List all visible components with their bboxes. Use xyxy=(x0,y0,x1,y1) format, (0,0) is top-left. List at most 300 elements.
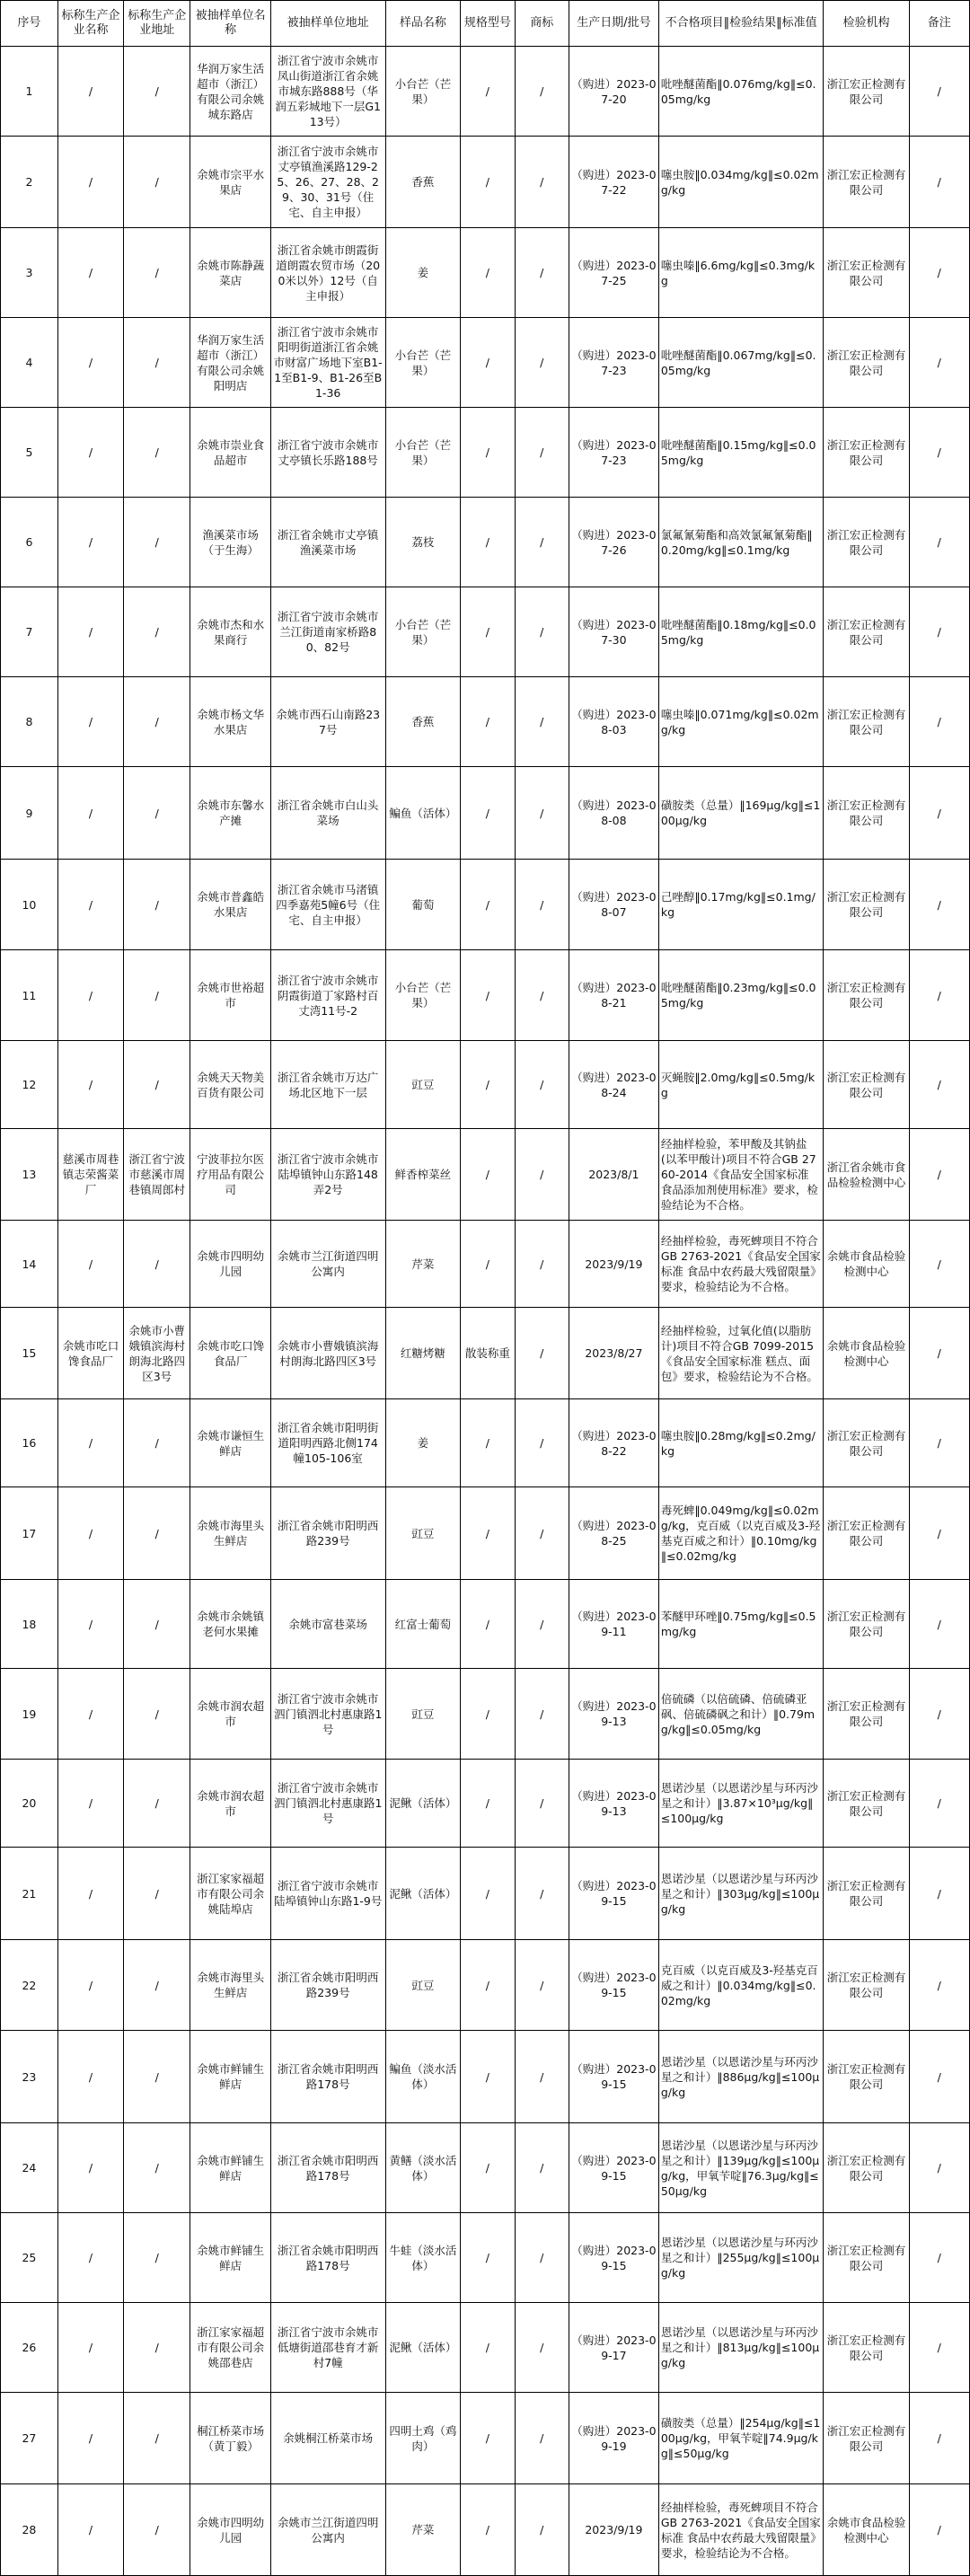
table-row xyxy=(1,1940,970,2031)
cell-lab: 余姚市食品检验检测中心 xyxy=(824,2484,909,2576)
cell-no: 26 xyxy=(1,2303,58,2393)
cell-manufacturer-address: / xyxy=(124,2031,190,2123)
cell-note: / xyxy=(909,1129,969,1221)
cell-lab: 浙江宏正检测有限公司 xyxy=(824,318,909,408)
cell-note: / xyxy=(909,860,969,950)
cell-sampled-unit: 浙江家家福超市有限公司余姚陆埠店 xyxy=(190,1848,270,1940)
cell-brand: / xyxy=(515,2031,569,2123)
cell-manufacturer: / xyxy=(57,498,123,587)
cell-lab: 浙江宏正检测有限公司 xyxy=(824,860,909,950)
cell-sample-name: 红富士葡萄 xyxy=(385,1580,461,1669)
cell-sampled-unit: 桐江桥菜市场（黄丁毅） xyxy=(190,2393,270,2484)
header-brand: 商标 xyxy=(515,1,569,47)
cell-manufacturer-address: / xyxy=(124,1760,190,1848)
cell-sampled-unit: 余姚市崇业食品超市 xyxy=(190,408,270,498)
cell-sample-name: 姜 xyxy=(385,1399,461,1487)
cell-brand: / xyxy=(515,2303,569,2393)
cell-no: 1 xyxy=(1,47,58,137)
cell-manufacturer-address: / xyxy=(124,2393,190,2484)
cell-sample-name: 豇豆 xyxy=(385,1669,461,1760)
cell-lab: 浙江宏正检测有限公司 xyxy=(824,950,909,1041)
cell-sample-name: 小台芒（芒果） xyxy=(385,408,461,498)
cell-brand: / xyxy=(515,2484,569,2576)
cell-lab: 浙江宏正检测有限公司 xyxy=(824,1760,909,1848)
cell-spec: / xyxy=(461,2213,515,2303)
cell-manufacturer: / xyxy=(57,1848,123,1940)
cell-brand: / xyxy=(515,1487,569,1580)
cell-manufacturer-address: 浙江省宁波市慈溪市周巷镇周郎村 xyxy=(124,1129,190,1221)
cell-manufacturer-address: / xyxy=(124,498,190,587)
cell-sample-name: 葡萄 xyxy=(385,860,461,950)
table-row xyxy=(1,1848,970,1940)
cell-spec: / xyxy=(461,950,515,1041)
cell-spec: / xyxy=(461,767,515,860)
cell-manufacturer-address: / xyxy=(124,47,190,137)
cell-note: / xyxy=(909,1221,969,1308)
table-row xyxy=(1,2031,970,2123)
cell-manufacturer: / xyxy=(57,2031,123,2123)
header-note: 备注 xyxy=(909,1,969,47)
table-row xyxy=(1,1669,970,1760)
cell-date: 2023/8/1 xyxy=(569,1129,658,1221)
cell-sampled-unit: 余姚市普鑫皓水果店 xyxy=(190,860,270,950)
cell-spec: / xyxy=(461,1940,515,2031)
cell-no: 27 xyxy=(1,2393,58,2484)
cell-sampled-unit-address: 浙江省余姚市阳明西路239号 xyxy=(270,1940,385,2031)
header-spec: 规格型号 xyxy=(461,1,515,47)
cell-sampled-unit: 余姚市杰和水果商行 xyxy=(190,587,270,677)
cell-sampled-unit-address: 浙江省宁波市余姚市泗门镇泗北村惠康路1号 xyxy=(270,1760,385,1848)
cell-sample-name: 红糖烤糖 xyxy=(385,1308,461,1399)
cell-manufacturer-address: / xyxy=(124,860,190,950)
table-row xyxy=(1,498,970,587)
cell-no: 6 xyxy=(1,498,58,587)
cell-spec: / xyxy=(461,1129,515,1221)
cell-brand: / xyxy=(515,2123,569,2213)
cell-manufacturer-address: / xyxy=(124,767,190,860)
cell-result: 吡唑醚菌酯‖0.076mg/kg‖≤0.05mg/kg xyxy=(658,47,824,137)
cell-sampled-unit: 余姚市四明幼儿园 xyxy=(190,2484,270,2576)
cell-manufacturer: / xyxy=(57,408,123,498)
cell-manufacturer: / xyxy=(57,2484,123,2576)
cell-manufacturer: / xyxy=(57,587,123,677)
cell-result: 噻虫胺‖0.034mg/kg‖≤0.02mg/kg xyxy=(658,137,824,228)
cell-manufacturer: / xyxy=(57,318,123,408)
cell-date: 2023/9/19 xyxy=(569,1221,658,1308)
cell-date: （购进）2023-07-25 xyxy=(569,228,658,318)
cell-brand: / xyxy=(515,1041,569,1129)
cell-spec: / xyxy=(461,1221,515,1308)
cell-sampled-unit-address: 浙江省宁波市余姚市泗门镇泗北村惠康路1号 xyxy=(270,1669,385,1760)
cell-spec: / xyxy=(461,2303,515,2393)
cell-sampled-unit-address: 浙江省宁波市余姚市陆埠镇钟山东路1-9号 xyxy=(270,1848,385,1940)
cell-sampled-unit: 余姚市东馨水产摊 xyxy=(190,767,270,860)
cell-sampled-unit-address: 浙江省宁波市余姚市阴霞街道丁家路村百丈湾11号-2 xyxy=(270,950,385,1041)
cell-sample-name: 鳊鱼（活体） xyxy=(385,767,461,860)
cell-lab: 浙江宏正检测有限公司 xyxy=(824,1580,909,1669)
cell-note: / xyxy=(909,2303,969,2393)
cell-result: 倍硫磷（以倍硫磷、倍硫磷亚砜、倍硫磷砜之和计）‖0.79mg/kg‖≤0.05mg/kg xyxy=(658,1669,824,1760)
cell-spec: 散装称重 xyxy=(461,1308,515,1399)
cell-date: （购进）2023-09-11 xyxy=(569,1580,658,1669)
cell-sampled-unit-address: 余姚市兰江街道四明公寓内 xyxy=(270,2484,385,2576)
cell-lab: 浙江宏正检测有限公司 xyxy=(824,1041,909,1129)
cell-result: 噻虫胺‖0.28mg/kg‖≤0.2mg/kg xyxy=(658,1399,824,1487)
cell-no: 18 xyxy=(1,1580,58,1669)
cell-no: 13 xyxy=(1,1129,58,1221)
cell-note: / xyxy=(909,498,969,587)
cell-brand: / xyxy=(515,228,569,318)
cell-result: 噻虫嗪‖6.6mg/kg‖≤0.3mg/kg xyxy=(658,228,824,318)
cell-manufacturer: / xyxy=(57,2213,123,2303)
cell-sampled-unit: 余姚市鲜铺生鲜店 xyxy=(190,2031,270,2123)
cell-note: / xyxy=(909,318,969,408)
cell-sampled-unit: 余姚市杨文华水果店 xyxy=(190,677,270,767)
table-row xyxy=(1,2303,970,2393)
cell-date: （购进）2023-08-22 xyxy=(569,1399,658,1487)
cell-no: 10 xyxy=(1,860,58,950)
cell-result: 氯氟氰菊酯和高效氯氟氰菊酯‖0.20mg/kg‖≤0.1mg/kg xyxy=(658,498,824,587)
cell-brand: / xyxy=(515,677,569,767)
cell-sampled-unit-address: 余姚市富巷菜场 xyxy=(270,1580,385,1669)
cell-no: 9 xyxy=(1,767,58,860)
cell-lab: 浙江宏正检测有限公司 xyxy=(824,1940,909,2031)
cell-manufacturer: / xyxy=(57,950,123,1041)
cell-manufacturer: / xyxy=(57,1487,123,1580)
table-row xyxy=(1,408,970,498)
header-manufacturer-address: 标称生产企业地址 xyxy=(124,1,190,47)
cell-no: 19 xyxy=(1,1669,58,1760)
cell-brand: / xyxy=(515,1129,569,1221)
cell-sampled-unit-address: 浙江省余姚市阳明西路178号 xyxy=(270,2031,385,2123)
cell-spec: / xyxy=(461,2484,515,2576)
cell-manufacturer-address: / xyxy=(124,1487,190,1580)
cell-manufacturer: / xyxy=(57,2303,123,2393)
cell-sampled-unit: 余姚市海里头生鲜店 xyxy=(190,1940,270,2031)
cell-result: 磺胺类（总量）‖169μg/kg‖≤100μg/kg xyxy=(658,767,824,860)
cell-manufacturer: / xyxy=(57,1669,123,1760)
cell-sample-name: 香蕉 xyxy=(385,137,461,228)
cell-sample-name: 牛蛙（淡水活体） xyxy=(385,2213,461,2303)
cell-note: / xyxy=(909,587,969,677)
cell-sampled-unit-address: 浙江省宁波市余姚市凤山街道浙江省余姚市城东路888号（华润五彩城地下一层G113号） xyxy=(270,47,385,137)
cell-lab: 浙江宏正检测有限公司 xyxy=(824,1399,909,1487)
cell-manufacturer-address: / xyxy=(124,1041,190,1129)
cell-no: 7 xyxy=(1,587,58,677)
table-row xyxy=(1,2123,970,2213)
cell-spec: / xyxy=(461,498,515,587)
header-manufacturer: 标称生产企业名称 xyxy=(57,1,123,47)
cell-result: 噻虫嗪‖0.071mg/kg‖≤0.02mg/kg xyxy=(658,677,824,767)
cell-note: / xyxy=(909,47,969,137)
cell-sampled-unit-address: 浙江省余姚市阳明西路178号 xyxy=(270,2213,385,2303)
cell-note: / xyxy=(909,228,969,318)
header-result: 不合格项目‖检验结果‖标准值 xyxy=(658,1,824,47)
cell-spec: / xyxy=(461,1399,515,1487)
cell-date: （购进）2023-07-30 xyxy=(569,587,658,677)
cell-no: 4 xyxy=(1,318,58,408)
cell-spec: / xyxy=(461,1669,515,1760)
cell-manufacturer-address: / xyxy=(124,2303,190,2393)
cell-brand: / xyxy=(515,318,569,408)
cell-note: / xyxy=(909,1487,969,1580)
table-row xyxy=(1,137,970,228)
cell-note: / xyxy=(909,1399,969,1487)
cell-brand: / xyxy=(515,1848,569,1940)
cell-sample-name: 豇豆 xyxy=(385,1940,461,2031)
cell-sampled-unit-address: 余姚市西石山南路237号 xyxy=(270,677,385,767)
cell-sample-name: 小台芒（芒果） xyxy=(385,318,461,408)
table-row xyxy=(1,318,970,408)
header-date: 生产日期/批号 xyxy=(569,1,658,47)
cell-sampled-unit-address: 浙江省宁波市余姚市丈亭镇渔溪路129-25、26、27、28、29、30、31号（住宅、自主申报） xyxy=(270,137,385,228)
cell-lab: 浙江宏正检测有限公司 xyxy=(824,2123,909,2213)
cell-result: 吡唑醚菌酯‖0.067mg/kg‖≤0.05mg/kg xyxy=(658,318,824,408)
cell-result: 经抽样检验，苯甲酸及其钠盐(以苯甲酸计)项目不符合GB 2760-2014《食品安全国家标准 食品添加剂使用标准》要求，检验结论为不合格。 xyxy=(658,1129,824,1221)
cell-sampled-unit-address: 余姚市兰江街道四明公寓内 xyxy=(270,1221,385,1308)
cell-date: （购进）2023-07-23 xyxy=(569,408,658,498)
cell-sampled-unit: 余姚市四明幼儿园 xyxy=(190,1221,270,1308)
cell-sample-name: 泥鳅（活体） xyxy=(385,2303,461,2393)
cell-note: / xyxy=(909,1669,969,1760)
cell-sampled-unit-address: 浙江省余姚市阳明街道阳明西路北侧174幢105-106室 xyxy=(270,1399,385,1487)
table-row xyxy=(1,2213,970,2303)
cell-sampled-unit-address: 浙江省余姚市白山头菜场 xyxy=(270,767,385,860)
cell-lab: 浙江宏正检测有限公司 xyxy=(824,408,909,498)
cell-date: （购进）2023-08-08 xyxy=(569,767,658,860)
header-sampled-unit-address: 被抽样单位地址 xyxy=(270,1,385,47)
header-sample-name: 样品名称 xyxy=(385,1,461,47)
cell-manufacturer: / xyxy=(57,2393,123,2484)
cell-no: 28 xyxy=(1,2484,58,2576)
cell-spec: / xyxy=(461,228,515,318)
cell-sample-name: 黄鳝（淡水活体） xyxy=(385,2123,461,2213)
cell-manufacturer: / xyxy=(57,2123,123,2213)
table-row xyxy=(1,47,970,137)
cell-result: 恩诺沙星（以恩诺沙星与环丙沙星之和计）‖303μg/kg‖≤100μg/kg xyxy=(658,1848,824,1940)
cell-no: 22 xyxy=(1,1940,58,2031)
cell-manufacturer: / xyxy=(57,1580,123,1669)
cell-sample-name: 豇豆 xyxy=(385,1041,461,1129)
cell-manufacturer-address: / xyxy=(124,2484,190,2576)
cell-manufacturer-address: / xyxy=(124,2213,190,2303)
cell-sampled-unit-address: 余姚桐江桥菜市场 xyxy=(270,2393,385,2484)
cell-manufacturer: / xyxy=(57,1940,123,2031)
cell-manufacturer: / xyxy=(57,1399,123,1487)
table-row xyxy=(1,1760,970,1848)
cell-spec: / xyxy=(461,860,515,950)
cell-manufacturer: / xyxy=(57,137,123,228)
cell-lab: 余姚市食品检验检测中心 xyxy=(824,1221,909,1308)
cell-no: 15 xyxy=(1,1308,58,1399)
cell-brand: / xyxy=(515,1399,569,1487)
cell-manufacturer: / xyxy=(57,677,123,767)
cell-sampled-unit-address: 浙江省宁波市余姚市兰江街道南家桥路80、82号 xyxy=(270,587,385,677)
cell-sampled-unit-address: 浙江省余姚市万达广场北区地下一层 xyxy=(270,1041,385,1129)
cell-manufacturer: 慈溪市周巷镇志荣酱菜厂 xyxy=(57,1129,123,1221)
cell-lab: 浙江宏正检测有限公司 xyxy=(824,767,909,860)
cell-brand: / xyxy=(515,408,569,498)
cell-sample-name: 姜 xyxy=(385,228,461,318)
cell-lab: 浙江宏正检测有限公司 xyxy=(824,137,909,228)
cell-brand: / xyxy=(515,137,569,228)
cell-manufacturer-address: / xyxy=(124,408,190,498)
cell-date: 2023/8/27 xyxy=(569,1308,658,1399)
cell-manufacturer: / xyxy=(57,1760,123,1848)
cell-sampled-unit: 余姚市海里头生鲜店 xyxy=(190,1487,270,1580)
cell-lab: 浙江省余姚市食品检验检测中心 xyxy=(824,1129,909,1221)
cell-note: / xyxy=(909,1041,969,1129)
cell-brand: / xyxy=(515,498,569,587)
cell-lab: 余姚市食品检验检测中心 xyxy=(824,1308,909,1399)
cell-brand: / xyxy=(515,1580,569,1669)
cell-manufacturer-address: / xyxy=(124,1940,190,2031)
cell-date: （购进）2023-09-19 xyxy=(569,2393,658,2484)
cell-sampled-unit-address: 余姚市小曹娥镇滨海村朗海北路四区3号 xyxy=(270,1308,385,1399)
cell-result: 吡唑醚菌酯‖0.18mg/kg‖≤0.05mg/kg xyxy=(658,587,824,677)
table-row xyxy=(1,1221,970,1308)
cell-no: 23 xyxy=(1,2031,58,2123)
cell-brand: / xyxy=(515,1940,569,2031)
cell-manufacturer-address: / xyxy=(124,1580,190,1669)
cell-spec: / xyxy=(461,1580,515,1669)
cell-note: / xyxy=(909,1940,969,2031)
cell-date: （购进）2023-08-24 xyxy=(569,1041,658,1129)
cell-sample-name: 鲜香榨菜丝 xyxy=(385,1129,461,1221)
cell-manufacturer: / xyxy=(57,228,123,318)
cell-brand: / xyxy=(515,1669,569,1760)
table-row xyxy=(1,587,970,677)
cell-sampled-unit-address: 浙江省宁波市余姚市阳明街道浙江省余姚市财富广场地下室B1-1至B1-9、B1-26至B1-36 xyxy=(270,318,385,408)
cell-sampled-unit: 余姚市余姚镇老何水果摊 xyxy=(190,1580,270,1669)
cell-date: （购进）2023-08-21 xyxy=(569,950,658,1041)
table-row xyxy=(1,1041,970,1129)
cell-lab: 浙江宏正检测有限公司 xyxy=(824,1848,909,1940)
cell-sample-name: 四明土鸡（鸡肉） xyxy=(385,2393,461,2484)
cell-no: 14 xyxy=(1,1221,58,1308)
cell-result: 恩诺沙星（以恩诺沙星与环丙沙星之和计）‖886μg/kg‖≤100μg/kg xyxy=(658,2031,824,2123)
cell-sampled-unit: 余姚市世裕超市 xyxy=(190,950,270,1041)
cell-sampled-unit: 浙江家家福超市有限公司余姚邵巷店 xyxy=(190,2303,270,2393)
cell-spec: / xyxy=(461,2123,515,2213)
cell-spec: / xyxy=(461,2031,515,2123)
cell-brand: / xyxy=(515,860,569,950)
cell-spec: / xyxy=(461,47,515,137)
cell-note: / xyxy=(909,408,969,498)
cell-spec: / xyxy=(461,137,515,228)
cell-no: 25 xyxy=(1,2213,58,2303)
cell-manufacturer-address: / xyxy=(124,1669,190,1760)
cell-lab: 浙江宏正检测有限公司 xyxy=(824,2213,909,2303)
cell-result: 经抽样检验，毒死蜱项目不符合GB 2763-2021《食品安全国家标准 食品中农药最大残留限量》要求，检验结论为不合格。 xyxy=(658,1221,824,1308)
cell-result: 恩诺沙星（以恩诺沙星与环丙沙星之和计）‖139μg/kg‖≤100μg/kg，甲氧苄啶‖76.3μg/kg‖≤50μg/kg xyxy=(658,2123,824,2213)
cell-note: / xyxy=(909,2031,969,2123)
table-row xyxy=(1,1580,970,1669)
cell-brand: / xyxy=(515,1308,569,1399)
cell-result: 己唑醇‖0.17mg/kg‖≤0.1mg/kg xyxy=(658,860,824,950)
cell-sampled-unit-address: 浙江省余姚市马渚镇四季嘉苑5幢6号（住宅、自主申报） xyxy=(270,860,385,950)
cell-result: 苯醚甲环唑‖0.75mg/kg‖≤0.5mg/kg xyxy=(658,1580,824,1669)
cell-note: / xyxy=(909,2213,969,2303)
cell-manufacturer: / xyxy=(57,47,123,137)
cell-spec: / xyxy=(461,1848,515,1940)
cell-lab: 浙江宏正检测有限公司 xyxy=(824,2303,909,2393)
cell-result: 经抽样检验，过氧化值(以脂肪计)项目不符合GB 7099-2015《食品安全国家标准 糕点、面包》要求，检验结论为不合格。 xyxy=(658,1308,824,1399)
cell-sample-name: 鳊鱼（淡水活体） xyxy=(385,2031,461,2123)
cell-lab: 浙江宏正检测有限公司 xyxy=(824,677,909,767)
table-row xyxy=(1,228,970,318)
header-row xyxy=(1,1,970,47)
cell-note: / xyxy=(909,1580,969,1669)
table-row xyxy=(1,1487,970,1580)
cell-sampled-unit: 余姚市吃口馋食品厂 xyxy=(190,1308,270,1399)
cell-sampled-unit: 余姚市鲜铺生鲜店 xyxy=(190,2123,270,2213)
cell-date: （购进）2023-08-25 xyxy=(569,1487,658,1580)
cell-sampled-unit: 余姚市宗平水果店 xyxy=(190,137,270,228)
cell-sampled-unit: 华润万家生活超市（浙江）有限公司余姚城东路店 xyxy=(190,47,270,137)
cell-note: / xyxy=(909,1848,969,1940)
cell-brand: / xyxy=(515,2393,569,2484)
cell-sampled-unit-address: 浙江省余姚市朗霞街道朗霞农贸市场（200米以外）12号（自主申报） xyxy=(270,228,385,318)
cell-spec: / xyxy=(461,1760,515,1848)
cell-sampled-unit-address: 浙江省余姚市阳明西路178号 xyxy=(270,2123,385,2213)
cell-manufacturer-address: / xyxy=(124,950,190,1041)
cell-no: 8 xyxy=(1,677,58,767)
cell-brand: / xyxy=(515,767,569,860)
cell-no: 20 xyxy=(1,1760,58,1848)
cell-lab: 浙江宏正检测有限公司 xyxy=(824,2393,909,2484)
cell-note: / xyxy=(909,677,969,767)
cell-result: 吡唑醚菌酯‖0.23mg/kg‖≤0.05mg/kg xyxy=(658,950,824,1041)
cell-spec: / xyxy=(461,587,515,677)
cell-manufacturer: / xyxy=(57,767,123,860)
cell-manufacturer: / xyxy=(57,1221,123,1308)
header-no: 序号 xyxy=(1,1,58,47)
cell-spec: / xyxy=(461,318,515,408)
cell-result: 克百威（以克百威及3-羟基克百威之和计）‖0.034mg/kg‖≤0.02mg/kg xyxy=(658,1940,824,2031)
cell-note: / xyxy=(909,2484,969,2576)
cell-manufacturer-address: / xyxy=(124,587,190,677)
cell-sampled-unit: 余姚市润农超市 xyxy=(190,1760,270,1848)
header-sampled-unit: 被抽样单位名称 xyxy=(190,1,270,47)
cell-date: （购进）2023-07-26 xyxy=(569,498,658,587)
cell-date: （购进）2023-08-03 xyxy=(569,677,658,767)
cell-sampled-unit: 余姚市润农超市 xyxy=(190,1669,270,1760)
cell-spec: / xyxy=(461,408,515,498)
cell-no: 2 xyxy=(1,137,58,228)
cell-spec: / xyxy=(461,2393,515,2484)
cell-brand: / xyxy=(515,47,569,137)
cell-lab: 浙江宏正检测有限公司 xyxy=(824,1487,909,1580)
cell-result: 恩诺沙星（以恩诺沙星与环丙沙星之和计）‖255μg/kg‖≤100μg/kg xyxy=(658,2213,824,2303)
cell-sample-name: 小台芒（芒果） xyxy=(385,587,461,677)
cell-result: 磺胺类（总量）‖254μg/kg‖≤100μg/kg，甲氧苄啶‖74.9μg/kg‖≤50μg/kg xyxy=(658,2393,824,2484)
cell-note: / xyxy=(909,1308,969,1399)
cell-sampled-unit-address: 浙江省余姚市丈亭镇渔溪菜市场 xyxy=(270,498,385,587)
cell-date: （购进）2023-09-15 xyxy=(569,2213,658,2303)
cell-sampled-unit: 余姚市谦恒生鲜店 xyxy=(190,1399,270,1487)
cell-result: 恩诺沙星（以恩诺沙星与环丙沙星之和计）‖813μg/kg‖≤100μg/kg xyxy=(658,2303,824,2393)
cell-no: 3 xyxy=(1,228,58,318)
table-row xyxy=(1,767,970,860)
cell-brand: / xyxy=(515,950,569,1041)
cell-sample-name: 香蕉 xyxy=(385,677,461,767)
cell-sampled-unit: 渔溪菜市场（于生海） xyxy=(190,498,270,587)
cell-sample-name: 荔枝 xyxy=(385,498,461,587)
cell-sample-name: 芹菜 xyxy=(385,2484,461,2576)
cell-sampled-unit-address: 浙江省宁波市余姚市陆埠镇钟山东路148弄2号 xyxy=(270,1129,385,1221)
cell-no: 16 xyxy=(1,1399,58,1487)
